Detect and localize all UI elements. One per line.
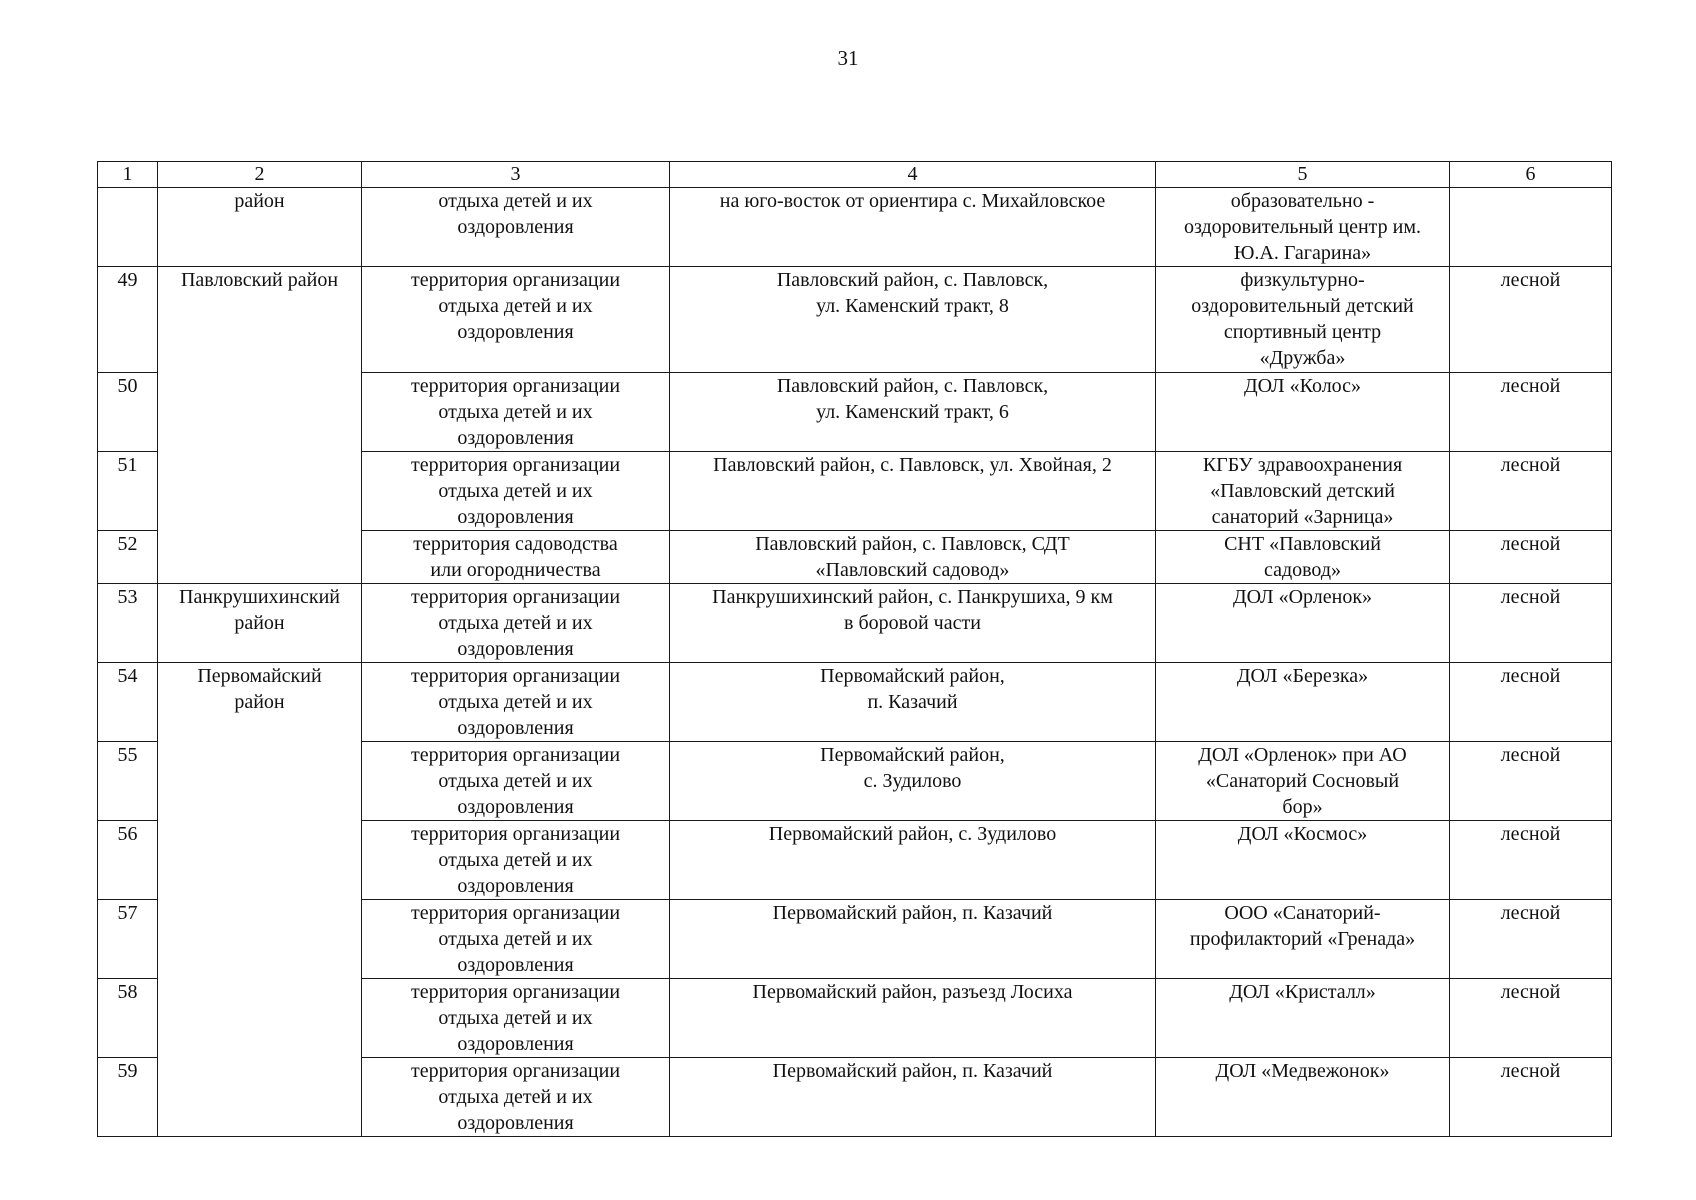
column-header-5: 5 [1156, 162, 1450, 188]
forest-type-cell: лесной [1450, 1058, 1612, 1137]
territory-type-text: территория организации [410, 375, 621, 397]
address-text: в боровой части [844, 612, 981, 634]
row-number-cell: 56 [98, 821, 158, 900]
territory-type-text: территория садоводства [413, 533, 618, 555]
organization-text: садовод» [1263, 559, 1342, 581]
organization-text: ДОЛ «Медвежонок» [1215, 1060, 1390, 1082]
organization-cell [1156, 267, 1450, 373]
address-text: «Павловский садовод» [815, 559, 1010, 581]
address-text: п. Казачий [867, 691, 958, 713]
territory-type-cell [362, 663, 670, 742]
row-number-cell: 57 [98, 900, 158, 979]
territory-type-cell [362, 531, 670, 584]
territory-type-text: отдыха детей и их [438, 295, 593, 317]
territory-type-cell [362, 188, 670, 267]
district-text: Панкрушихинский [179, 586, 340, 608]
address-text: Панкрушихинский район, с. Панкрушиха, 9 км [712, 586, 1113, 608]
organization-text: оздоровительный центр им. [1183, 216, 1422, 238]
organization-text: ООО «Санаторий- [1224, 902, 1381, 924]
organization-text: «Дружба» [1259, 347, 1346, 369]
organization-cell [1156, 663, 1450, 742]
territory-type-text: территория организации [410, 823, 621, 845]
organization-text: профилакторий «Гренада» [1189, 928, 1416, 950]
territory-type-text: отдыха детей и их [438, 928, 593, 950]
forest-type-cell: лесной [1450, 979, 1612, 1058]
organization-cell [1156, 584, 1450, 663]
organization-text: спортивный центр [1223, 321, 1382, 343]
territory-type-text: отдыха детей и их [438, 849, 593, 871]
address-text: на юго-восток от ориентира с. Михайловское [719, 190, 1106, 212]
organization-text: ДОЛ «Березка» [1236, 665, 1369, 687]
territory-type-text: территория организации [410, 665, 621, 687]
organization-cell [1156, 188, 1450, 267]
district-text: Первомайский [197, 665, 322, 687]
territory-type-text: оздоровления [457, 1112, 574, 1134]
organization-text: ДОЛ «Колос» [1243, 375, 1362, 397]
organization-cell [1156, 1058, 1450, 1137]
territory-type-cell [362, 742, 670, 821]
address-cell [670, 188, 1156, 267]
address-cell [670, 979, 1156, 1058]
address-text: с. Зудилово [863, 770, 962, 792]
row-number-cell: 55 [98, 742, 158, 821]
territory-type-text: оздоровления [457, 796, 574, 818]
forest-type-cell: лесной [1450, 584, 1612, 663]
territory-type-text: оздоровления [457, 954, 574, 976]
address-cell [670, 742, 1156, 821]
district-cell [158, 584, 362, 663]
address-cell [670, 1058, 1156, 1137]
organization-cell [1156, 821, 1450, 900]
address-cell [670, 821, 1156, 900]
organization-cell [1156, 742, 1450, 821]
address-text: Павловский район, с. Павловск, СДТ [755, 533, 1070, 555]
territory-type-text: территория организации [410, 454, 621, 476]
column-header-2: 2 [158, 162, 362, 188]
district-cell [158, 267, 362, 584]
column-header-4: 4 [670, 162, 1156, 188]
territory-type-text: территория организации [410, 902, 621, 924]
territory-type-text: отдыха детей и их [438, 691, 593, 713]
row-number-cell: 59 [98, 1058, 158, 1137]
territory-table [97, 161, 1612, 1137]
territory-type-text: оздоровления [457, 875, 574, 897]
territory-type-cell [362, 584, 670, 663]
address-text: Первомайский район, [820, 665, 1005, 687]
district-cell [158, 188, 362, 267]
territory-type-text: отдыха детей и их [438, 480, 593, 502]
address-text: Павловский район, с. Павловск, ул. Хвойная, 2 [713, 454, 1112, 476]
territory-type-text: отдыха детей и их [438, 190, 593, 212]
address-text: Первомайский район, [820, 744, 1005, 766]
territory-type-text: территория организации [410, 269, 621, 291]
row-number-cell: 49 [98, 267, 158, 373]
address-text: ул. Каменский тракт, 6 [816, 401, 1009, 423]
address-cell [670, 663, 1156, 742]
territory-type-text: территория организации [410, 1060, 621, 1082]
address-text: Павловский район, с. Павловск, [776, 269, 1049, 291]
organization-text: оздоровительный детский [1191, 295, 1414, 317]
forest-type-cell [1450, 188, 1612, 267]
address-cell [670, 267, 1156, 373]
territory-type-text: оздоровления [457, 717, 574, 739]
territory-type-text: оздоровления [457, 506, 574, 528]
territory-type-text: отдыха детей и их [438, 401, 593, 423]
organization-cell [1156, 373, 1450, 452]
organization-cell [1156, 452, 1450, 531]
organization-text: бор» [1282, 796, 1323, 818]
territory-type-text: оздоровления [457, 1033, 574, 1055]
district-text: район [234, 691, 285, 713]
row-number-cell: 58 [98, 979, 158, 1058]
column-header-6: 6 [1450, 162, 1612, 188]
territory-type-text: территория организации [410, 744, 621, 766]
column-header-3: 3 [362, 162, 670, 188]
territory-type-text: территория организации [410, 586, 621, 608]
row-number-cell: 54 [98, 663, 158, 742]
forest-type-cell: лесной [1450, 373, 1612, 452]
organization-text: «Санаторий Сосновый [1205, 770, 1400, 792]
organization-text: физкультурно- [1240, 269, 1365, 291]
table-row [98, 267, 1612, 373]
territory-type-cell [362, 452, 670, 531]
territory-type-text: оздоровления [457, 638, 574, 660]
territory-type-cell [362, 267, 670, 373]
row-number-cell: 52 [98, 531, 158, 584]
organization-text: санаторий «Зарница» [1211, 506, 1394, 528]
address-cell [670, 584, 1156, 663]
organization-text: КГБУ здравоохранения [1202, 454, 1403, 476]
organization-text: «Павловский детский [1210, 480, 1395, 502]
forest-type-cell: лесной [1450, 900, 1612, 979]
organization-text: Ю.А. Гагарина» [1233, 242, 1372, 264]
forest-type-cell: лесной [1450, 663, 1612, 742]
column-number-row [98, 162, 1612, 188]
territory-type-text: или огородничества [430, 559, 601, 581]
territory-type-cell [362, 900, 670, 979]
row-number-cell: 51 [98, 452, 158, 531]
territory-type-text: территория организации [410, 981, 621, 1003]
territory-type-text: оздоровления [457, 427, 574, 449]
district-cell [158, 663, 362, 1137]
territory-type-text: отдыха детей и их [438, 1007, 593, 1029]
territory-type-text: оздоровления [457, 321, 574, 343]
address-text: Первомайский район, п. Казачий [772, 902, 1053, 924]
organization-cell [1156, 900, 1450, 979]
organization-text: ДОЛ «Кристалл» [1229, 981, 1376, 1003]
column-header-1: 1 [98, 162, 158, 188]
territory-type-cell [362, 979, 670, 1058]
forest-type-cell: лесной [1450, 267, 1612, 373]
territory-type-cell [362, 821, 670, 900]
territory-type-text: отдыха детей и их [438, 770, 593, 792]
territory-type-cell [362, 373, 670, 452]
territory-type-text: оздоровления [457, 216, 574, 238]
organization-cell [1156, 979, 1450, 1058]
page-number: 31 [837, 46, 859, 70]
address-text: Первомайский район, разъезд Лосиха [752, 981, 1073, 1003]
table-row [98, 663, 1612, 742]
district-text: район [234, 190, 285, 212]
row-number-cell: 53 [98, 584, 158, 663]
forest-type-cell: лесной [1450, 452, 1612, 531]
forest-type-cell: лесной [1450, 821, 1612, 900]
organization-text: СНТ «Павловский [1224, 533, 1381, 555]
forest-type-cell: лесной [1450, 531, 1612, 584]
organization-text: ДОЛ «Орленок» при АО [1198, 744, 1407, 766]
address-cell [670, 900, 1156, 979]
table-row [98, 584, 1612, 663]
district-text: Павловский район [180, 269, 339, 291]
address-cell [670, 373, 1156, 452]
organization-text: ДОЛ «Орленок» [1232, 586, 1373, 608]
territory-type-text: отдыха детей и их [438, 1086, 593, 1108]
address-text: ул. Каменский тракт, 8 [816, 295, 1009, 317]
address-cell [670, 531, 1156, 584]
district-text: район [234, 612, 285, 634]
address-cell [670, 452, 1156, 531]
row-number-cell [98, 188, 158, 267]
row-number-cell: 50 [98, 373, 158, 452]
territory-type-text: отдыха детей и их [438, 612, 593, 634]
table-row [98, 188, 1612, 267]
forest-type-cell: лесной [1450, 742, 1612, 821]
address-text: Первомайский район, с. Зудилово [768, 823, 1057, 845]
organization-text: ДОЛ «Космос» [1237, 823, 1368, 845]
organization-cell [1156, 531, 1450, 584]
address-text: Первомайский район, п. Казачий [772, 1060, 1053, 1082]
organization-text: образовательно - [1230, 190, 1375, 212]
address-text: Павловский район, с. Павловск, [776, 375, 1049, 397]
territory-type-cell [362, 1058, 670, 1137]
